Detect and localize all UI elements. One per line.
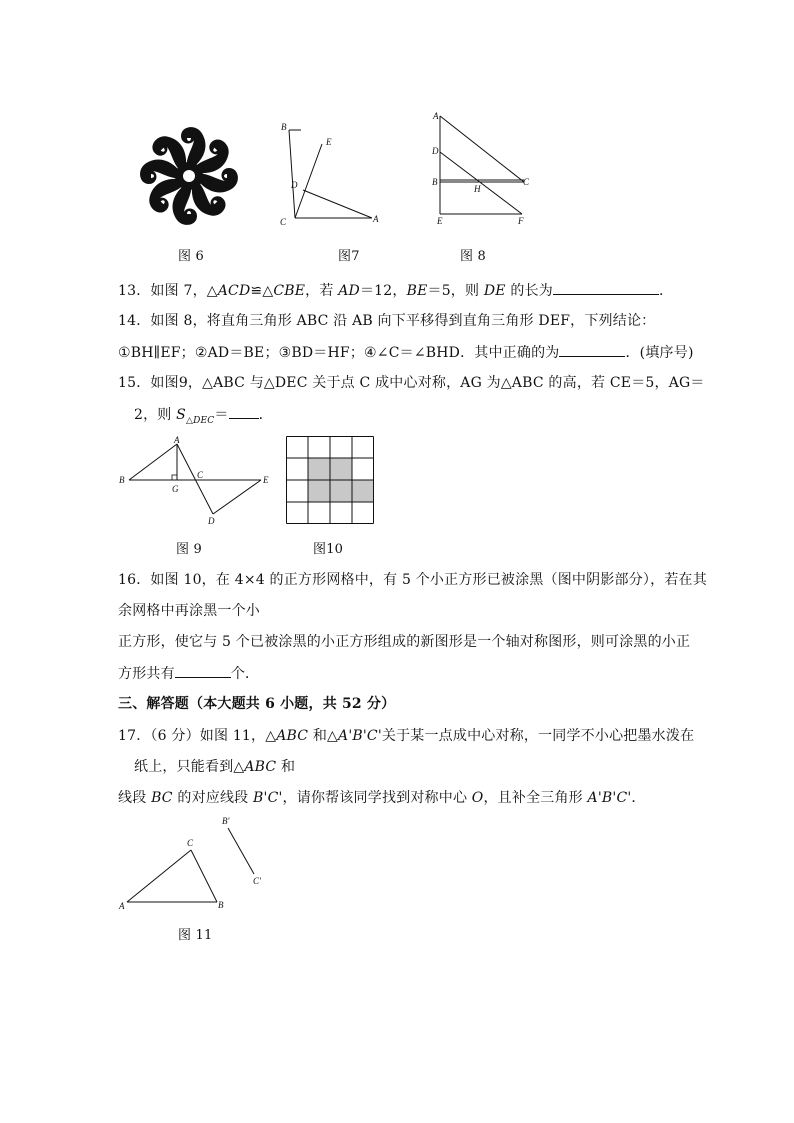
q17-text-d: A'B'C' xyxy=(338,728,382,744)
fig9-label-c: C xyxy=(197,470,204,480)
q17-line-3-h: A'B'C' xyxy=(587,790,632,806)
fig8-label-c: C xyxy=(523,177,530,187)
fig8-label-h: H xyxy=(474,184,481,194)
fig7-label-b: B xyxy=(281,122,287,132)
q14-answer-blank[interactable] xyxy=(559,342,625,357)
question-15-line-2 xyxy=(134,404,273,431)
question-17-line-3 xyxy=(118,788,646,808)
q15-area-symbol: S xyxy=(176,407,186,423)
q17-text-b: ABC xyxy=(276,728,309,744)
figure-6-caption: 图 6 xyxy=(178,249,205,264)
q16-line-2: 余网格中再涂黑一个小 xyxy=(118,603,260,619)
q13-text-k: 的长为 xyxy=(505,283,553,299)
fig9-label-e: E xyxy=(263,475,269,485)
fig11-label-a: A xyxy=(119,901,125,911)
q14-line-1: 14．如图 8，将直角三角形 ABC 沿 AB 向下平移得到直角三角形 DEF，下列结论： xyxy=(118,313,656,329)
question-13 xyxy=(118,280,673,301)
question-16-line-4 xyxy=(118,663,259,684)
figure-11 xyxy=(115,812,275,912)
q17-line-3-e: ，请你帮该同学找到对称中心 xyxy=(282,790,472,806)
q15-line-1: 15．如图9，△ABC 与△DEC 关于点 C 成中心对称，AG 为△ABC 的高，若 CE＝5，AG＝ xyxy=(118,375,705,391)
figure-8-caption: 图 8 xyxy=(460,249,487,264)
q13-text-d: CBE xyxy=(273,283,306,299)
q13-text-i: ＝5，则 xyxy=(427,283,484,299)
fig8-label-b: B xyxy=(432,177,438,187)
q16-line-4-a: 方形共有 xyxy=(118,666,175,682)
q17-text-c: 和△ xyxy=(308,728,339,744)
fig11-label-b: B xyxy=(218,900,224,910)
q14-line-2-end: ．(填序号) xyxy=(625,345,694,361)
question-17-line-1 xyxy=(118,726,694,746)
fig7-label-c: C xyxy=(280,217,287,227)
fig9-label-a: A xyxy=(174,435,180,445)
q13-text-g: ＝12， xyxy=(359,283,407,299)
question-14-line-2 xyxy=(118,342,694,363)
figure-7-caption: 图7 xyxy=(338,249,360,264)
fig11-label-c: C xyxy=(187,838,194,848)
figure-11-diagram xyxy=(115,812,275,912)
fig7-label-e: E xyxy=(326,137,332,147)
figure-10 xyxy=(286,436,374,524)
q13-text-j: DE xyxy=(483,283,506,299)
q13-text-l: ． xyxy=(658,283,674,299)
figure-6 xyxy=(133,120,245,232)
q13-text-f: AD xyxy=(338,283,360,299)
q17-text-a: 17．（6 分）如图 11，△ xyxy=(118,728,277,744)
fig11-label-b-prime: B' xyxy=(222,816,230,826)
fig8-label-d: D xyxy=(432,146,439,156)
fig9-label-g: G xyxy=(172,484,179,494)
fig9-label-d: D xyxy=(208,516,215,526)
q13-answer-blank[interactable] xyxy=(553,280,659,295)
fig11-label-c-prime: C' xyxy=(253,876,261,886)
q17-line-2-c: 和 xyxy=(276,759,296,775)
fig7-label-d: D xyxy=(291,180,298,190)
section-3-heading: 三、解答题（本大题共 6 小题，共 52 分） xyxy=(118,696,396,712)
fig8-label-f: F xyxy=(518,216,524,226)
q13-text-h: BE xyxy=(406,283,428,299)
figure-10-grid xyxy=(286,436,374,524)
q17-line-3-i: ． xyxy=(631,790,646,806)
q13-text-c: ≌△ xyxy=(250,283,274,299)
q17-text-e: 关于某一点成中心对称，一同学不小心把墨水泼在 xyxy=(381,728,695,744)
q13-text-b: ACD xyxy=(217,283,251,299)
q15-answer-blank[interactable] xyxy=(229,404,259,419)
fig7-label-a: A xyxy=(373,214,379,224)
q15-line-2-b: ＝ xyxy=(214,407,229,423)
q17-line-3-g: ，且补全三角形 xyxy=(483,790,588,806)
figure-11-caption: 图 11 xyxy=(178,928,213,943)
figure-9 xyxy=(115,434,275,528)
q16-line-4-b: 个． xyxy=(230,666,260,682)
q16-line-3: 正方形，使它与 5 个已被涂黑的小正方形组成的新图形是一个轴对称图形，则可涂黑的小正 xyxy=(118,634,691,650)
q13-text-a: 13．如图 7，△ xyxy=(118,283,218,299)
q17-line-2-b: ABC xyxy=(244,759,277,775)
q14-line-2-text: ①BH∥EF；②AD＝BE；③BD＝HF；④∠C＝∠BHD．其中正确的为 xyxy=(118,345,560,361)
figure-7 xyxy=(275,118,390,233)
q13-text-e: ，若 xyxy=(305,283,339,299)
q17-line-3-d: B'C' xyxy=(253,790,283,806)
fig8-label-e: E xyxy=(437,216,443,226)
figure-8 xyxy=(428,110,538,228)
q16-answer-blank[interactable] xyxy=(175,663,231,678)
flower-ornament-graphic xyxy=(133,120,245,232)
figure-10-caption: 图10 xyxy=(313,542,344,557)
q17-line-3-a: 线段 xyxy=(118,790,152,806)
q17-line-2-a: 纸上，只能看到△ xyxy=(134,759,245,775)
q16-line-1: 16．如图 10，在 4×4 的正方形网格中，有 5 个小正方形已被涂黑（图中阴影部分），若在其 xyxy=(118,572,707,588)
q15-line-2-a: 2，则 xyxy=(134,407,177,423)
q17-line-3-f: O xyxy=(471,790,484,806)
q17-line-3-b: BC xyxy=(151,790,173,806)
question-17-line-2 xyxy=(134,757,295,777)
q17-line-3-c: 的对应线段 xyxy=(172,790,254,806)
q15-line-2-end: ． xyxy=(258,407,273,423)
figure-7-diagram xyxy=(275,118,390,233)
fig8-label-a: A xyxy=(433,111,439,121)
fig9-label-b: B xyxy=(119,475,125,485)
figure-9-diagram xyxy=(115,434,275,528)
q15-area-subscript: △DEC xyxy=(185,415,215,426)
figure-8-diagram xyxy=(428,110,538,228)
figure-9-caption: 图 9 xyxy=(176,542,203,557)
